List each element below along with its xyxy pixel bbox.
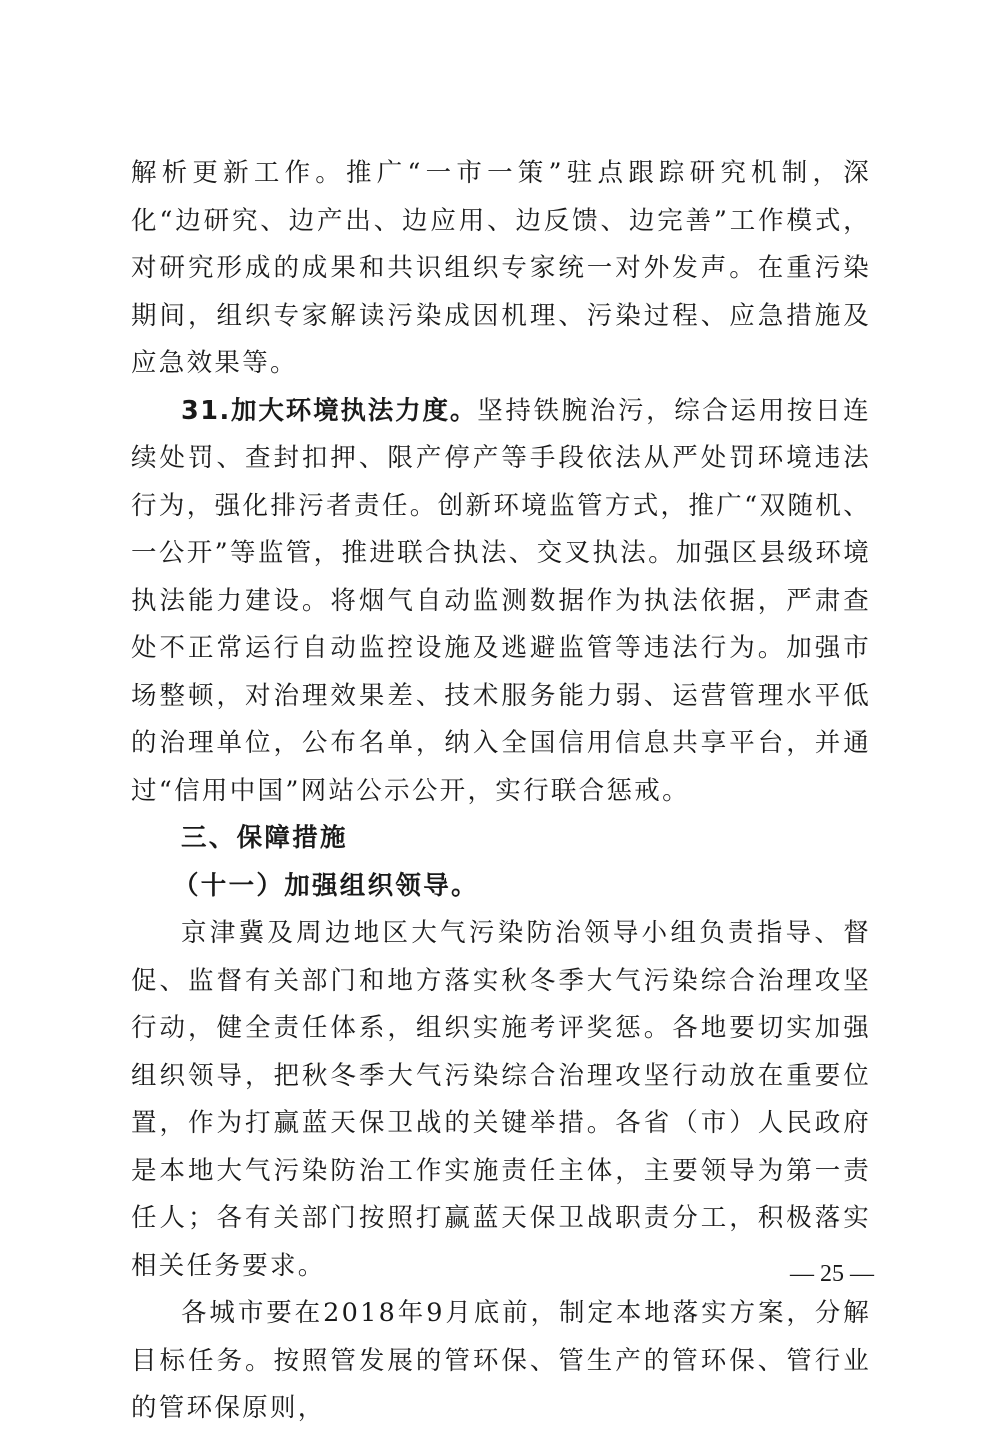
page-number: — 25 — (790, 1261, 874, 1287)
section-heading-safeguards: 三、保障措施 (181, 823, 348, 853)
item-31-title: 31.加大环境执法力度。 (181, 395, 478, 426)
document-body (131, 150, 871, 1433)
item-31-body: 坚持铁腕治污，综合运用按日连续处罚、查封扣押、限产停产等手段依法从严处罚环境违法行为，强化排污者责任。创新环境监管方式，推广“双随机、一公开”等监管，推进联合执法、交叉执法。加强区县级环境执法能力建设。将烟气自动监测数据作为执法依据，严肃查处不正常运行自动监控设施及逃避监管等违法行为。加强市场整顿，对治理效果差、技术服务能力弱、运营管理水平低的治理单位，公布名单，纳入全国信用信息共享平台，并通过“信用中国”网站公示公开，实行联合惩戒。 (131, 395, 871, 806)
subsection-heading-leadership: （十一）加强组织领导。 (173, 870, 479, 901)
paragraph-research-mechanism: 解析更新工作。推广“一市一策”驻点跟踪研究机制，深化“边研究、边产出、边应用、边反馈、边完善”工作模式，对研究形成的成果和共识组织专家统一对外发声。在重污染期间，组织专家解读污染成因机理、污染过程、应急措施及应急效果等。 (131, 158, 871, 378)
paragraph-city-plans: 各城市要在2018年9月底前，制定本地落实方案，分解目标任务。按照管发展的管环保、管生产的管环保、管行业的管环保原则， (131, 1298, 871, 1423)
paragraph-leadership-group: 京津冀及周边地区大气污染防治领导小组负责指导、督促、监督有关部门和地方落实秋冬季大气污染综合治理攻坚行动，健全责任体系，组织实施考评奖惩。各地要切实加强组织领导，把秋冬季大气污染综合治理攻坚行动放在重要位置，作为打赢蓝天保卫战的关键举措。各省（市）人民政府是本地大气污染防治工作实施责任主体，主要领导为第一责任人；各有关部门按照打赢蓝天保卫战职责分工，积极落实相关任务要求。 (131, 918, 871, 1281)
paragraph-enforcement (131, 388, 871, 816)
